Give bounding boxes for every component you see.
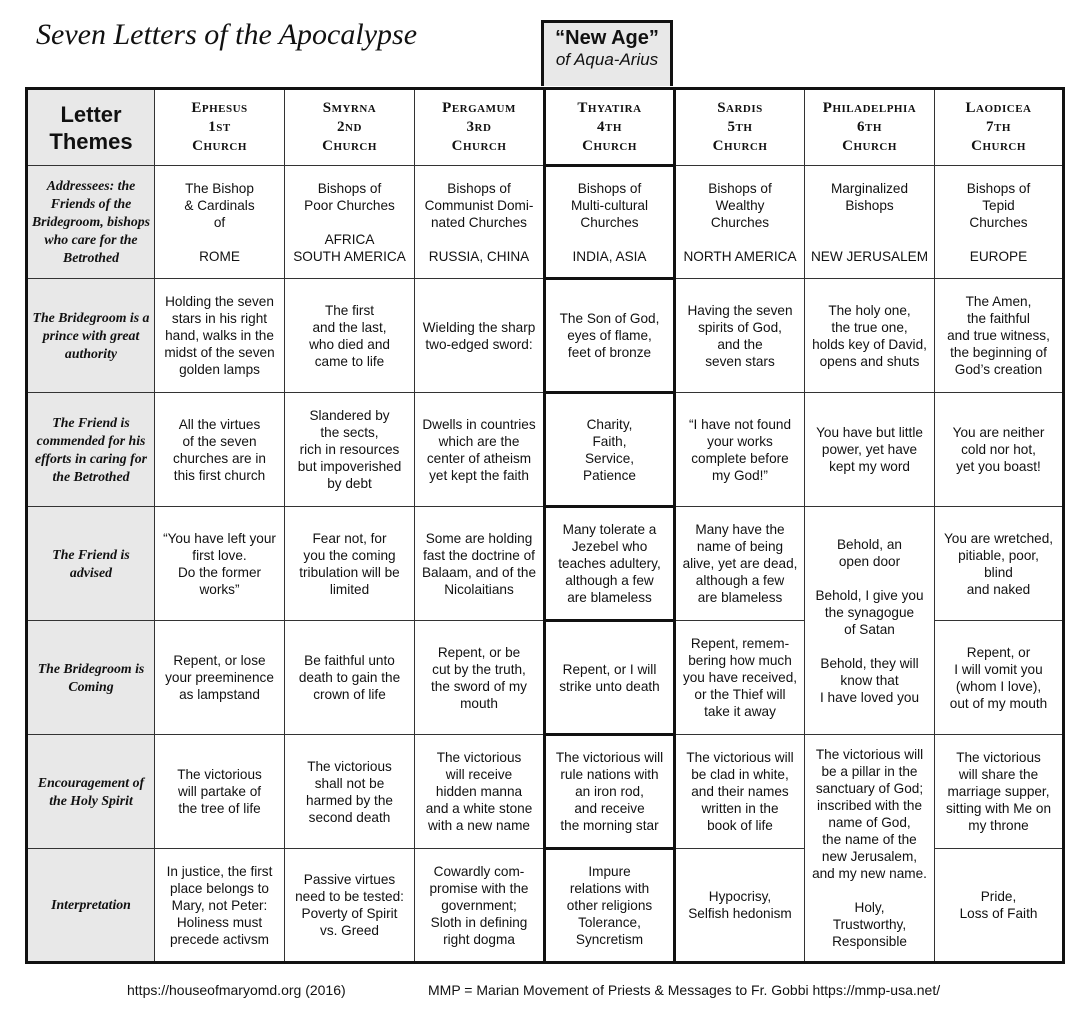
table-cell: You have but little power, yet have kept my word bbox=[805, 393, 935, 507]
footer-note: MMP = Marian Movement of Priests & Messages to Fr. Gobbi https://mmp-usa.net/ bbox=[428, 982, 941, 998]
table-cell: Repent, or I will strike unto death bbox=[545, 621, 675, 735]
table-cell: Slandered by the sects, rich in resources but impoverished by debt bbox=[285, 393, 415, 507]
letter-themes-header: Letter Themes bbox=[27, 89, 155, 166]
table-cell: Many have the name of being alive, yet are dead, although a few are blameless bbox=[675, 507, 805, 621]
row-theme: The Bridegroom is a prince with great authority bbox=[27, 279, 155, 393]
footer-source: https://houseofmaryomd.org (2016) bbox=[127, 982, 346, 998]
church-header: Laodicea 7th Church bbox=[935, 89, 1064, 166]
table-cell: Bishops of Poor Churches AFRICA SOUTH AMERICA bbox=[285, 166, 415, 279]
table-cell: The victorious will share the marriage supper, sitting with Me on my throne bbox=[935, 735, 1064, 849]
row-theme: The Friend is advised bbox=[27, 507, 155, 621]
table-cell: Many tolerate a Jezebel who teaches adultery, although a few are blameless bbox=[545, 507, 675, 621]
table-cell: The victorious shall not be harmed by the second death bbox=[285, 735, 415, 849]
row-theme: The Friend is commended for his efforts in caring for the Betrothed bbox=[27, 393, 155, 507]
table-cell: You are wretched, pitiable, poor, blind and naked bbox=[935, 507, 1064, 621]
church-header: Ephesus 1st Church bbox=[155, 89, 285, 166]
table-cell: Repent, or be cut by the truth, the sword of my mouth bbox=[415, 621, 545, 735]
table-cell: Bishops of Communist Domi- nated Churches RUSSIA, CHINA bbox=[415, 166, 545, 279]
seven-letters-table bbox=[25, 87, 1065, 964]
table-row bbox=[27, 735, 1064, 849]
new-age-subtitle: of Aqua-Arius bbox=[555, 50, 659, 69]
table-cell: Dwells in countries which are the center of atheism yet kept the faith bbox=[415, 393, 545, 507]
table-cell: The victorious will receive hidden manna and a white stone with a new name bbox=[415, 735, 545, 849]
table-cell: Impure relations with other religions Tolerance, Syncretism bbox=[545, 849, 675, 963]
church-header: Smyrna 2nd Church bbox=[285, 89, 415, 166]
table-cell: The victorious will be a pillar in the sanctuary of God; inscribed with the name of God, the name of the new Jerusalem, and my new name. Holy, Trustworthy, Responsible bbox=[805, 735, 935, 963]
table-cell: The holy one, the true one, holds key of David, opens and shuts bbox=[805, 279, 935, 393]
table-cell: The victorious will partake of the tree of life bbox=[155, 735, 285, 849]
table-cell: Cowardly com- promise with the government; Sloth in defining right dogma bbox=[415, 849, 545, 963]
table-cell: Charity, Faith, Service, Patience bbox=[545, 393, 675, 507]
table-row bbox=[27, 507, 1064, 621]
table-cell: Holding the seven stars in his right hand, walks in the midst of the seven golden lamps bbox=[155, 279, 285, 393]
table-cell: Bishops of Tepid Churches EUROPE bbox=[935, 166, 1064, 279]
table-cell: Passive virtues need to be tested: Poverty of Spirit vs. Greed bbox=[285, 849, 415, 963]
table-cell: Bishops of Multi-cultural Churches INDIA, ASIA bbox=[545, 166, 675, 279]
new-age-title: “New Age” bbox=[555, 27, 659, 49]
table-cell: Pride, Loss of Faith bbox=[935, 849, 1064, 963]
table-cell: Some are holding fast the doctrine of Balaam, and of the Nicolaitians bbox=[415, 507, 545, 621]
table-cell: The victorious will be clad in white, and their names written in the book of life bbox=[675, 735, 805, 849]
table-cell: Having the seven spirits of God, and the seven stars bbox=[675, 279, 805, 393]
church-header: Thyatira 4th Church bbox=[545, 89, 675, 166]
table-row bbox=[27, 393, 1064, 507]
table-row bbox=[27, 166, 1064, 279]
row-theme: Addressees: the Friends of the Bridegroom, bishops who care for the Betrothed bbox=[27, 166, 155, 279]
table-cell: Repent, or I will vomit you (whom I love), out of my mouth bbox=[935, 621, 1064, 735]
table-cell: Hypocrisy, Selfish hedonism bbox=[675, 849, 805, 963]
table-cell: The Amen, the faithful and true witness, the beginning of God’s creation bbox=[935, 279, 1064, 393]
table-cell: The victorious will rule nations with an iron rod, and receive the morning star bbox=[545, 735, 675, 849]
table-cell: Repent, remem- bering how much you have received, or the Thief will take it away bbox=[675, 621, 805, 735]
table-cell: Be faithful unto death to gain the crown of life bbox=[285, 621, 415, 735]
table-cell: The Son of God, eyes of flame, feet of bronze bbox=[545, 279, 675, 393]
table-cell: Behold, an open door Behold, I give you the synagogue of Satan Behold, they will know that I have loved you bbox=[805, 507, 935, 735]
header-row bbox=[27, 89, 1064, 166]
table-cell: Bishops of Wealthy Churches NORTH AMERICA bbox=[675, 166, 805, 279]
table-cell: Marginalized Bishops NEW JERUSALEM bbox=[805, 166, 935, 279]
table-cell: Fear not, for you the coming tribulation will be limited bbox=[285, 507, 415, 621]
table-cell: Repent, or lose your preeminence as lampstand bbox=[155, 621, 285, 735]
row-theme: The Bridegroom is Coming bbox=[27, 621, 155, 735]
new-age-box bbox=[541, 20, 673, 86]
church-header: Philadelphia 6th Church bbox=[805, 89, 935, 166]
table-cell: Wielding the sharp two-edged sword: bbox=[415, 279, 545, 393]
table-cell: The Bishop & Cardinals of ROME bbox=[155, 166, 285, 279]
table-cell: All the virtues of the seven churches are in this first church bbox=[155, 393, 285, 507]
table-cell: You are neither cold nor hot, yet you boast! bbox=[935, 393, 1064, 507]
church-header: Pergamum 3rd Church bbox=[415, 89, 545, 166]
church-header: Sardis 5th Church bbox=[675, 89, 805, 166]
table-cell: “You have left your first love. Do the former works” bbox=[155, 507, 285, 621]
table-cell: “I have not found your works complete before my God!” bbox=[675, 393, 805, 507]
row-theme: Encouragement of the Holy Spirit bbox=[27, 735, 155, 849]
page-title: Seven Letters of the Apocalypse bbox=[36, 18, 418, 51]
table-cell: In justice, the first place belongs to Mary, not Peter: Holiness must precede activsm bbox=[155, 849, 285, 963]
row-theme: Interpretation bbox=[27, 849, 155, 963]
table-row bbox=[27, 279, 1064, 393]
table-cell: The first and the last, who died and came to life bbox=[285, 279, 415, 393]
